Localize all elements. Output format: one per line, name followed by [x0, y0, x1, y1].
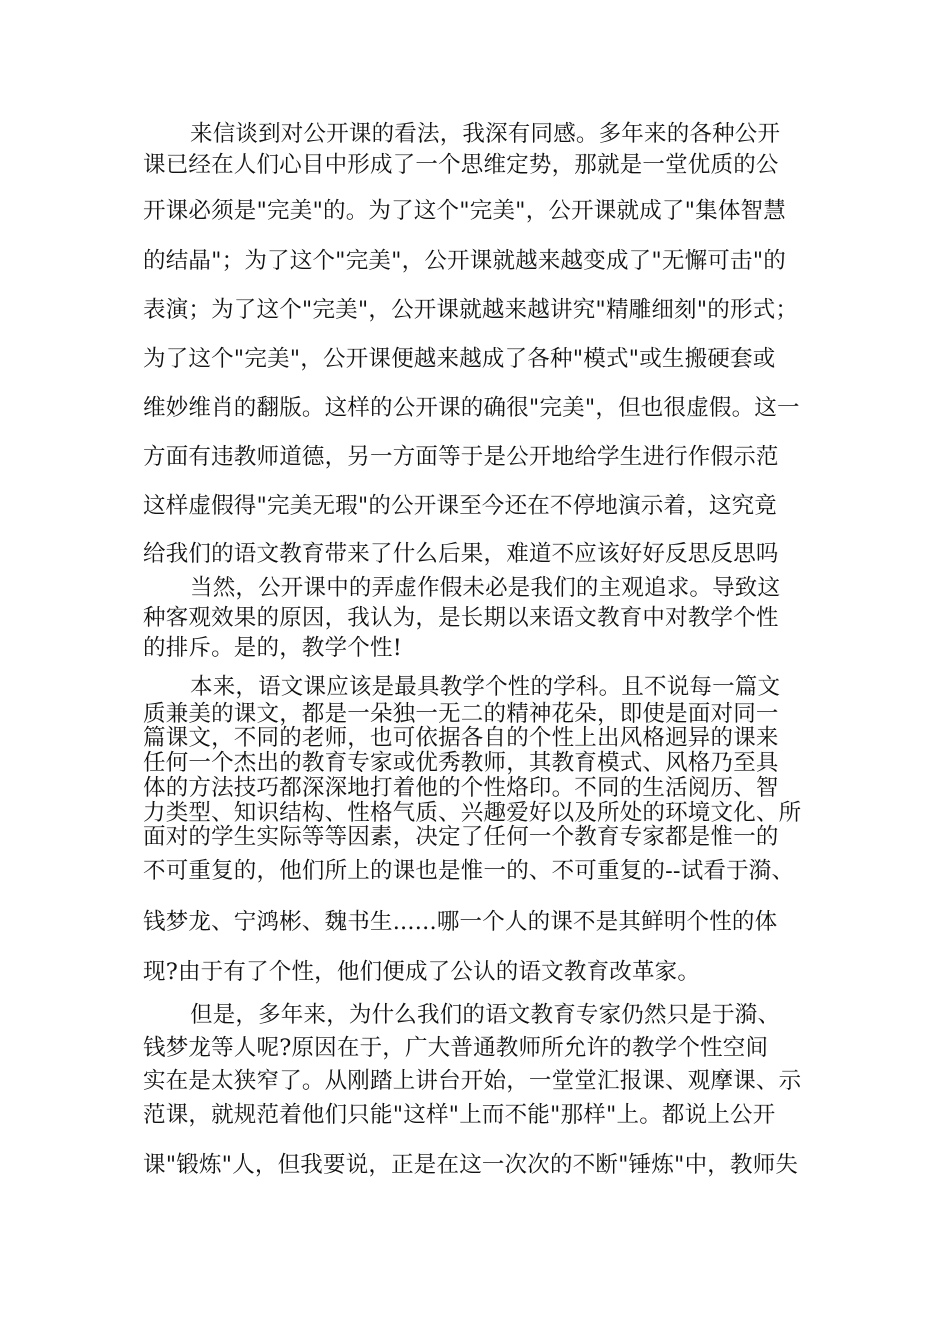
- paragraph-3-line-6: 力类型、知识结构、性格气质、兴趣爱好以及所处的环境文化、所: [143, 800, 802, 826]
- paragraph-3-line-1: 本来，语文课应该是最具教学个性的学科。且不说每一篇文: [190, 674, 781, 700]
- paragraph-3-line-4: 任何一个杰出的教育专家或优秀教师，其教育模式、风格乃至具: [143, 750, 779, 776]
- paragraph-1-line-3: 开课必须是"完美"的。为了这个"完美"，公开课就成了"集体智慧: [143, 198, 786, 224]
- paragraph-3-line-9: 钱梦龙、宁鸿彬、魏书生......哪一个人的课不是其鲜明个性的体: [143, 909, 778, 935]
- paragraph-1-line-6: 为了这个"完美"，公开课便越来越成了各种"模式"或生搬硬套或: [143, 346, 776, 372]
- paragraph-2-line-2: 种客观效果的原因，我认为，是长期以来语文教育中对教学个性: [143, 605, 779, 631]
- paragraph-2-line-1: 当然，公开课中的弄虚作假未必是我们的主观追求。导致这: [190, 575, 781, 601]
- paragraph-2-line-3: 的排斥。是的，教学个性!: [143, 635, 402, 661]
- paragraph-3-line-2: 质兼美的课文，都是一朵独一无二的精神花朵，即使是面对同一: [143, 701, 779, 727]
- paragraph-3-line-8: 不可重复的，他们所上的课也是惟一的、不可重复的--试看于漪、: [143, 858, 795, 884]
- paragraph-1-line-1: 来信谈到对公开课的看法，我深有同感。多年来的各种公开: [190, 121, 781, 147]
- paragraph-1-line-9: 这样虚假得"完美无瑕"的公开课至今还在不停地演示着，这究竟: [143, 493, 777, 519]
- paragraph-4-line-1: 但是，多年来，为什么我们的语文教育专家仍然只是于漪、: [190, 1002, 781, 1028]
- paragraph-3-line-7: 面对的学生实际等等因素，决定了任何一个教育专家都是惟一的: [143, 824, 779, 850]
- paragraph-1-line-10: 给我们的语文教育带来了什么后果，难道不应该好好反思反思吗: [143, 541, 779, 567]
- paragraph-4-line-4: 范课，就规范着他们只能"这样"上而不能"那样"上。都说上公开: [143, 1102, 776, 1128]
- paragraph-1-line-7: 维妙维肖的翻版。这样的公开课的确很"完美"，但也很虚假。这一: [143, 395, 800, 421]
- paragraph-1-line-2: 课已经在人们心目中形成了一个思维定势，那就是一堂优质的公: [143, 152, 779, 178]
- paragraph-4-line-3: 实在是太狭窄了。从刚踏上讲台开始，一堂堂汇报课、观摩课、示: [143, 1068, 802, 1094]
- paragraph-3-line-3: 篇课文，不同的老师，也可依据各自的个性上出风格迥异的课来: [143, 725, 779, 751]
- paragraph-3-line-10: 现?由于有了个性，他们便成了公认的语文教育改革家。: [143, 959, 701, 985]
- paragraph-4-line-5: 课"锻炼"人，但我要说，正是在这一次次的不断"锤炼"中，教师失: [143, 1152, 799, 1178]
- paragraph-1-line-8: 方面有违教师道德，另一方面等于是公开地给学生进行作假示范: [143, 444, 779, 470]
- paragraph-4-line-2: 钱梦龙等人呢?原因在于，广大普通教师所允许的教学个性空间: [143, 1035, 769, 1061]
- paragraph-1-line-5: 表演；为了这个"完美"，公开课就越来越讲究"精雕细刻"的形式；: [143, 297, 799, 323]
- paragraph-1-line-4: 的结晶"；为了这个"完美"，公开课就越来越变成了"无懈可击"的: [143, 248, 786, 274]
- paragraph-3-line-5: 体的方法技巧都深深地打着他的个性烙印。不同的生活阅历、智: [143, 775, 779, 801]
